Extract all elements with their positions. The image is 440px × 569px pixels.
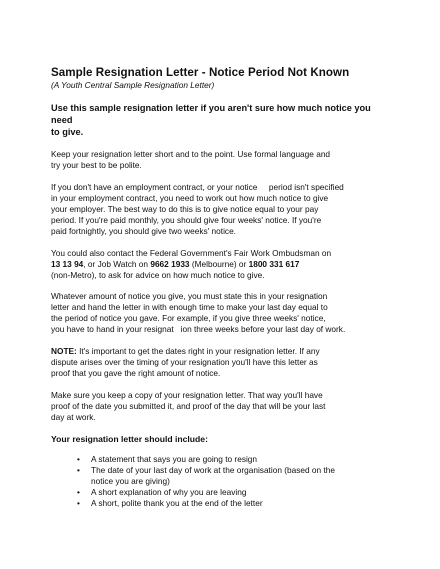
paragraph-line: try your best to be polite. [51,160,142,171]
list-heading: Your resignation letter should include: [51,433,208,444]
note-label: NOTE: [51,346,77,357]
fair-work-phone: 13 13 94 [51,258,84,269]
paragraph-no-contract [51,182,390,237]
paragraph-note [51,346,390,379]
paragraph-contact [51,248,390,281]
job-watch-phone: 9662 1933 [150,258,190,269]
list-item-line: • A short, polite thank you at the end of the letter [91,497,263,508]
intro-line: to give. [51,127,84,138]
paragraph-line: Keep your resignation letter short and to the point. Use formal language and [51,149,331,160]
paragraph-line: paid fortnightly, you should give two weeks' notice. [51,225,236,236]
paragraph-line: If you don't have an employment contract, or your notice period isn't specified [51,181,344,192]
list-item-line: • A short explanation of why you are leaving [91,487,247,497]
paragraph-line: letter and hand the letter in with enough time to make your last day equal to [51,302,328,313]
paragraph-line: in your employment contract, you need to work out how much notice to give [51,192,329,203]
include-list [51,454,390,509]
text-segment: , or Job Watch on [83,258,151,269]
list-item-line: notice you are giving) [91,476,170,487]
paragraph-state-notice [51,291,390,335]
paragraph-line: day at work. [51,411,96,422]
list-item [91,465,390,487]
list-item [91,498,390,509]
list-item-line: • A statement that says you are going to resign [91,454,258,465]
text-segment: It's important to get the dates right in your resignation letter. If any [76,346,320,357]
paragraph-line: your employer. The best way to do this is to give notice equal to your pay [51,203,319,214]
document-subtitle: (A Youth Central Sample Resignation Letter) [51,80,215,91]
list-item-line: • The date of your last day of work at the organisation (based on the [91,465,335,476]
intro-line: Use this sample resignation letter if you aren't sure how much notice you need [51,103,371,126]
paragraph-line [51,259,390,270]
paragraph-line [51,346,390,357]
paragraph-line: the period of notice you gave. For example, if you give three weeks' notice, [51,313,326,324]
paragraph-line: period. If you're paid monthly, you should give four weeks' notice. If you're [51,214,322,225]
paragraph-line: you have to hand in your resignat ion three weeks before your last day of work. [51,324,346,335]
paragraph-line: (non-Metro), to ask for advice on how much notice to give. [51,269,265,280]
paragraph-keep-copy [51,390,390,423]
list-item [91,454,390,465]
paragraph-line: You could also contact the Federal Government's Fair Work Ombudsman on [51,247,332,258]
paragraph-line: Make sure you keep a copy of your resignation letter. That way you'll have [51,390,323,401]
document-title: Sample Resignation Letter - Notice Period Not Known [51,66,350,79]
list-item [91,487,390,498]
job-watch-tollfree: 1800 331 617 [248,258,300,269]
paragraph-keep-short [51,149,390,171]
paragraph-line: dispute arises over the timing of your resignation you'll have this letter as [51,357,318,368]
paragraph-line: proof of the date you submitted it, and proof of the day that will be your last [51,400,326,411]
paragraph-line: proof that you gave the right amount of notice. [51,368,221,379]
paragraph-line: Whatever amount of notice you give, you must state this in your resignation [51,291,328,302]
intro-bold-paragraph [51,103,390,139]
text-segment: (Melbourne) or [189,258,249,269]
